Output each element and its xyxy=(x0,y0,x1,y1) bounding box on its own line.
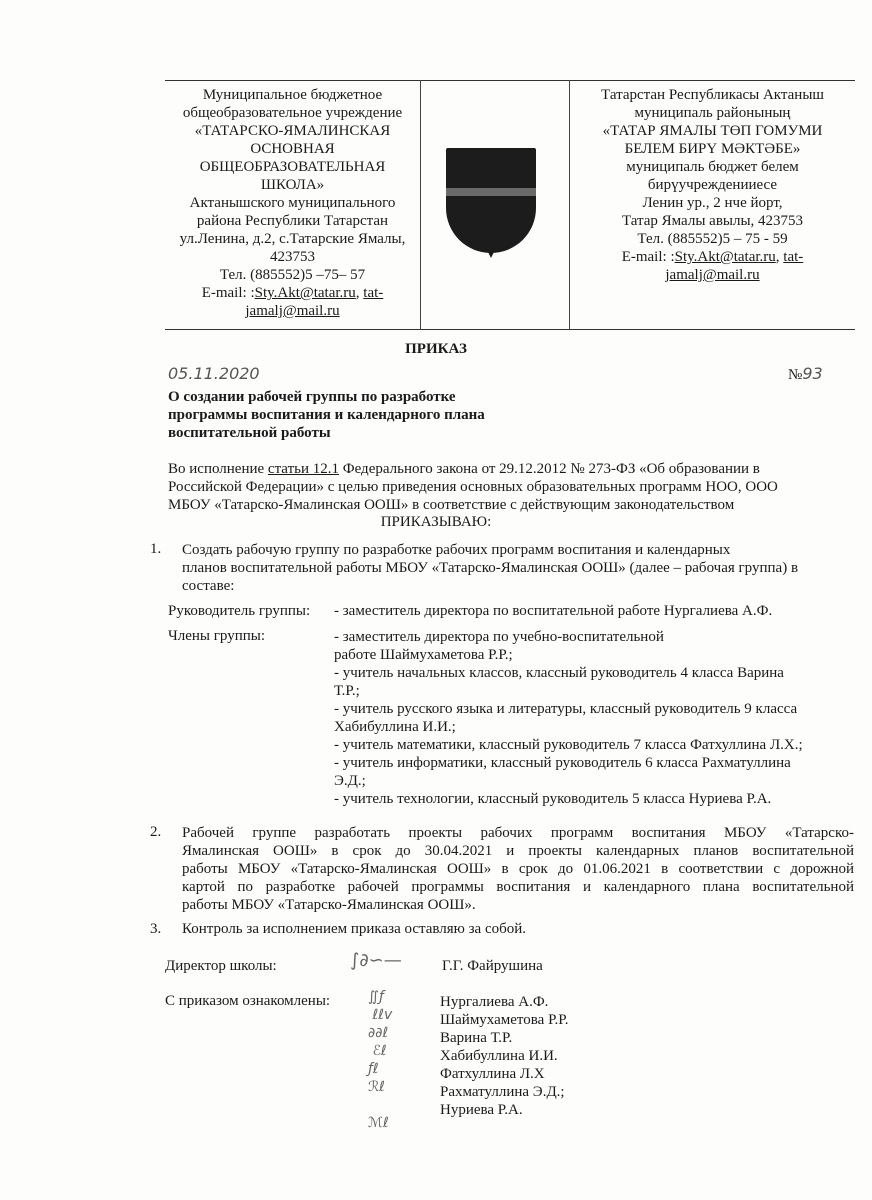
order-number xyxy=(788,364,823,384)
number-label: № xyxy=(788,367,803,383)
text-line: Хабибуллина И.И. xyxy=(440,1048,558,1064)
text-line: составе: xyxy=(182,578,235,594)
text-line: воспитательной работы xyxy=(168,425,331,441)
text-line: Нуриева Р.А. xyxy=(440,1102,523,1118)
director-label: Директор школы: xyxy=(165,958,277,974)
preamble-text: Федерального закона от 29.12.2012 № 273-ФЗ «Об образовании в xyxy=(339,461,760,477)
text-line: - учитель русского языка и литературы, классный руководитель 9 класса xyxy=(334,701,798,717)
law-article-link[interactable]: статьи 12.1 xyxy=(267,461,339,477)
item-2-number: 2. xyxy=(150,824,162,840)
letterhead-right xyxy=(570,86,855,284)
text-line: ОСНОВНАЯ xyxy=(250,141,335,157)
text-line: работе Шаймухаметова Р.Р.; xyxy=(334,647,513,663)
text-line: ул.Ленина, д.2, с.Татарские Ямалы, xyxy=(179,231,406,247)
text-line: Шаймухаметова Р.Р. xyxy=(440,1012,569,1028)
text-line: ШКОЛА» xyxy=(260,177,325,193)
preamble-lines xyxy=(168,478,778,514)
text-line: 423753 xyxy=(270,249,315,265)
item-3-number: 3. xyxy=(150,921,162,937)
text-line: бирүучрежденииесе xyxy=(647,177,778,193)
text-line: Тел. (885552)5 –75– 57 xyxy=(219,267,366,283)
text-line: ОБЩЕОБРАЗОВАТЕЛЬНАЯ xyxy=(199,159,386,175)
email-label: E-mail: : xyxy=(201,285,255,301)
leader-label: Руководитель группы: xyxy=(168,603,311,619)
text-line: О создании рабочей группы по разработке xyxy=(168,389,456,405)
text-line: Э.Д.; xyxy=(334,773,366,789)
separator: , xyxy=(355,285,364,301)
table-divider xyxy=(420,80,421,330)
item-1-text xyxy=(182,541,798,595)
text-line: «ТАТАРСКО-ЯМАЛИНСКАЯ xyxy=(194,123,391,139)
text-line: Рахматуллина Э.Д.; xyxy=(440,1084,565,1100)
text-line: - учитель технологии, классный руководитель 5 класса Нуриева Р.А. xyxy=(334,791,772,807)
text-line: работы МБОУ «Татарско-Ямалинская ООШ». xyxy=(182,897,476,913)
acknowledged-label: С приказом ознакомлены: xyxy=(165,993,331,1009)
staff-signatures: ∬ƒ ℓℓv ∂∂ℓ ℰℓ ƒℓ ℛℓ ℳℓ xyxy=(368,989,393,1131)
letterhead-left-email xyxy=(165,284,420,302)
letterhead-right-email xyxy=(570,248,855,266)
text-line: Российской Федерации» с целью приведения основных образовательных программ НОО, ООО xyxy=(168,479,778,495)
director-signature: ∫∂∽— xyxy=(350,950,402,971)
text-line: Актанышского муниципального xyxy=(189,195,396,211)
letterhead-left xyxy=(165,86,420,320)
email-link[interactable]: tat- xyxy=(783,249,804,265)
email-link[interactable]: Sty.Akt@tatar.ru xyxy=(674,249,776,265)
preamble xyxy=(168,460,778,514)
text-line: Т.Р.; xyxy=(334,683,360,699)
email-label: E-mail: : xyxy=(621,249,675,265)
separator: , xyxy=(775,249,784,265)
crest-wave xyxy=(446,188,536,196)
text-line: Хабибуллина И.И.; xyxy=(334,719,456,735)
text-line: планов воспитательной работы МБОУ «Татарско-Ямалинская ООШ» (далее – рабочая группа) в xyxy=(182,560,799,576)
text-line: «ТАТАР ЯМАЛЫ ТӨП ГОМУМИ xyxy=(602,123,823,139)
text-line: общеобразовательное учреждение xyxy=(182,105,403,121)
number-value: 93 xyxy=(802,364,823,383)
coat-of-arms-emblem xyxy=(446,148,536,253)
text-line: Ленин ур., 2 нче йорт, xyxy=(642,195,783,211)
text-line: - учитель информатики, классный руководитель 6 класса Рахматуллина xyxy=(334,755,791,771)
order-date: 05.11.2020 xyxy=(168,364,260,383)
text-line: Муниципальное бюджетное xyxy=(202,87,383,103)
item-1-number: 1. xyxy=(150,541,162,557)
leader-value: - заместитель директора по воспитательной работе Нургалиева А.Ф. xyxy=(334,603,773,619)
email-link[interactable]: jamalj@mail.ru xyxy=(665,267,760,283)
crest-tip xyxy=(486,248,496,258)
members-list xyxy=(334,628,803,808)
email-link[interactable]: Sty.Akt@tatar.ru xyxy=(254,285,356,301)
item-3-text: Контроль за исполнением приказа оставляю за собой. xyxy=(182,921,527,937)
text-line: муниципаль бюджет белем xyxy=(626,159,799,175)
text-line: МБОУ «Татарско-Ямалинская ООШ» в соответствие с действующим законодательством xyxy=(168,497,735,513)
acknowledged-names xyxy=(440,993,569,1119)
members-label: Члены группы: xyxy=(168,628,266,644)
email-link[interactable]: tat- xyxy=(363,285,384,301)
text-line: Татарстан Республикасы Актаныш xyxy=(601,87,824,103)
text-line: Нургалиева А.Ф. xyxy=(440,994,549,1010)
text-line: БЕЛЕМ БИРҮ МӘКТӘБЕ» xyxy=(624,141,801,157)
text-line: муниципаль районының xyxy=(634,105,791,121)
text-line: картой по разработке рабочей программы воспитания и календарного плана воспитательной xyxy=(182,879,854,895)
text-line: района Республики Татарстан xyxy=(196,213,389,229)
preamble-text: Во исполнение xyxy=(168,461,268,477)
text-line: - учитель начальных классов, классный руководитель 4 класса Варина xyxy=(334,665,784,681)
order-heading: ПРИКАЗ xyxy=(405,341,467,357)
text-line: - заместитель директора по учебно-воспитательной xyxy=(334,629,664,645)
email-link[interactable]: jamalj@mail.ru xyxy=(245,303,340,319)
text-line: программы воспитания и календарного плана xyxy=(168,407,485,423)
order-title xyxy=(168,388,485,442)
preamble-line xyxy=(168,460,778,478)
text-line: Тел. (885552)5 – 75 - 59 xyxy=(637,231,788,247)
text-line: работы МБОУ «Татарско-Ямалинская ООШ» в срок до 01.06.2021 в соответствии с дорожной xyxy=(182,861,854,877)
item-2-text xyxy=(182,824,854,914)
text-line: Ямалинская ООШ» в срок до 30.04.2021 и проекты календарных планов воспитательной xyxy=(182,843,854,859)
text-line: Рабочей группе разработать проекты рабочих программ воспитания МБОУ «Татарско- xyxy=(182,825,854,841)
text-line: Фатхуллина Л.Х xyxy=(440,1066,545,1082)
letterhead-right-lines xyxy=(570,86,855,248)
text-line: - учитель математики, классный руководитель 7 класса Фатхуллина Л.Х.; xyxy=(334,737,803,753)
director-name: Г.Г. Файрушина xyxy=(442,958,543,974)
letterhead-left-lines xyxy=(165,86,420,284)
text-line: Татар Ямалы авылы, 423753 xyxy=(621,213,804,229)
text-line: Создать рабочую группу по разработке рабочих программ воспитания и календарных xyxy=(182,542,731,558)
text-line: Варина Т.Р. xyxy=(440,1030,513,1046)
command-word: ПРИКАЗЫВАЮ: xyxy=(380,514,492,530)
